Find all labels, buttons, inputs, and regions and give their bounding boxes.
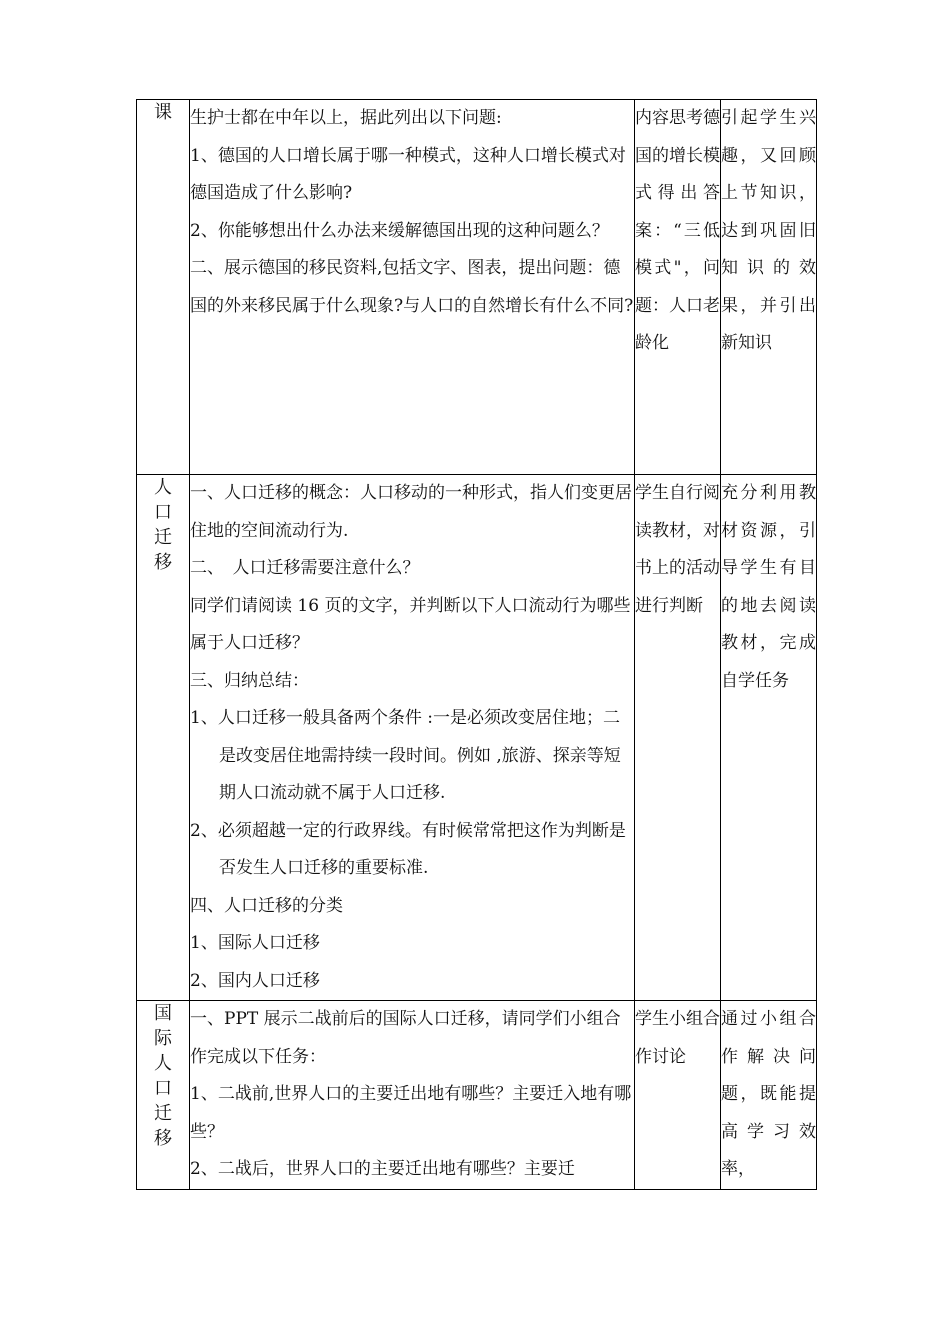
section-char: 迁 [154,1103,172,1124]
table-row [137,1001,817,1190]
section-char: 移 [154,552,172,573]
content-line: 一、人口迁移的概念：人口移动的一种形式，指人们变更居住地的空间流动行为. [190,483,632,541]
content-line: 1、二战前,世界人口的主要迁出地有哪些？主要迁入地有哪些？ [190,1084,632,1142]
section-char: 课 [154,102,172,123]
section-char: 人 [154,477,172,498]
content-cell [190,1001,635,1190]
lesson-plan-table [136,99,817,1190]
section-char: 际 [154,1028,172,1049]
section-cell [137,475,190,1001]
content-cell [190,100,635,475]
table-row [137,475,817,1001]
section-cell [137,100,190,475]
content-line: 二、 人口迁移需要注意什么？ [190,558,420,578]
design-purpose-cell: 充分利用教材资源，引导学生有目的地去阅读教材，完成自学任务 [721,475,817,1001]
content-line: 2、国内人口迁移 [190,970,320,991]
lesson-plan-body [137,100,817,1190]
section-char: 口 [154,502,172,523]
content-line: 三、归纳总结： [190,670,309,691]
content-line: 2、你能够想出什么办法来缓解德国出现的这种问题么？ [190,220,609,241]
section-char: 移 [154,1128,172,1149]
student-activity-cell: 学生自行阅读教材，对书上的活动进行判断 [635,475,721,1001]
content-line: 1、德国的人口增长属于哪一种模式，这种人口增长模式对德国造成了什么影响? [190,145,626,203]
content-line: 二、展示德国的移民资料,包括文字、图表，提出问题：德国的外来移民属于什么现象?与人口的自然增长有什么不同? [190,258,634,316]
student-activity-cell: 学生小组合作讨论 [635,1001,721,1190]
design-purpose-cell: 引起学生兴趣，又回顾上节知识，达到巩固旧知识的效果，并引出新知识 [721,100,817,475]
content-cell [190,475,635,1001]
section-char: 迁 [154,527,172,548]
student-activity-cell: 内容思考德国的增长模式得出答案：“三低模式"，问题：人口老龄化 [635,100,721,475]
table-row [137,100,817,475]
section-char: 口 [154,1078,172,1099]
design-purpose-cell: 通过小组合作解决问题，既能提高学习效率， [721,1001,817,1190]
content-line: 1、国际人口迁移 [190,933,320,953]
content-line: 2、必须超越一定的行政界线。有时候常常把这作为判断是否发生人口迁移的重要标准. [190,820,626,878]
content-line: 同学们请阅读 16 页的文字，并判断以下人口流动行为哪些属于人口迁移？ [190,595,631,653]
content-line: 2、二战后，世界人口的主要迁出地有哪些？主要迁 [190,1159,575,1179]
section-char: 人 [154,1053,172,1074]
content-line: 生护士都在中年以上，据此列出以下问题: [190,108,502,128]
content-line: 一、PPT 展示二战前后的国际人口迁移，请同学们小组合作完成以下任务： [190,1009,621,1067]
section-cell [137,1001,190,1190]
section-char: 国 [154,1003,172,1024]
content-line: 1、人口迁移一般具备两个条件 :一是必须改变居住地；二是改变居住地需持续一段时间。例如 ,旅游、探亲等短期人口流动就不属于人口迁移. [190,708,621,803]
content-line: 四、人口迁移的分类 [190,895,343,916]
